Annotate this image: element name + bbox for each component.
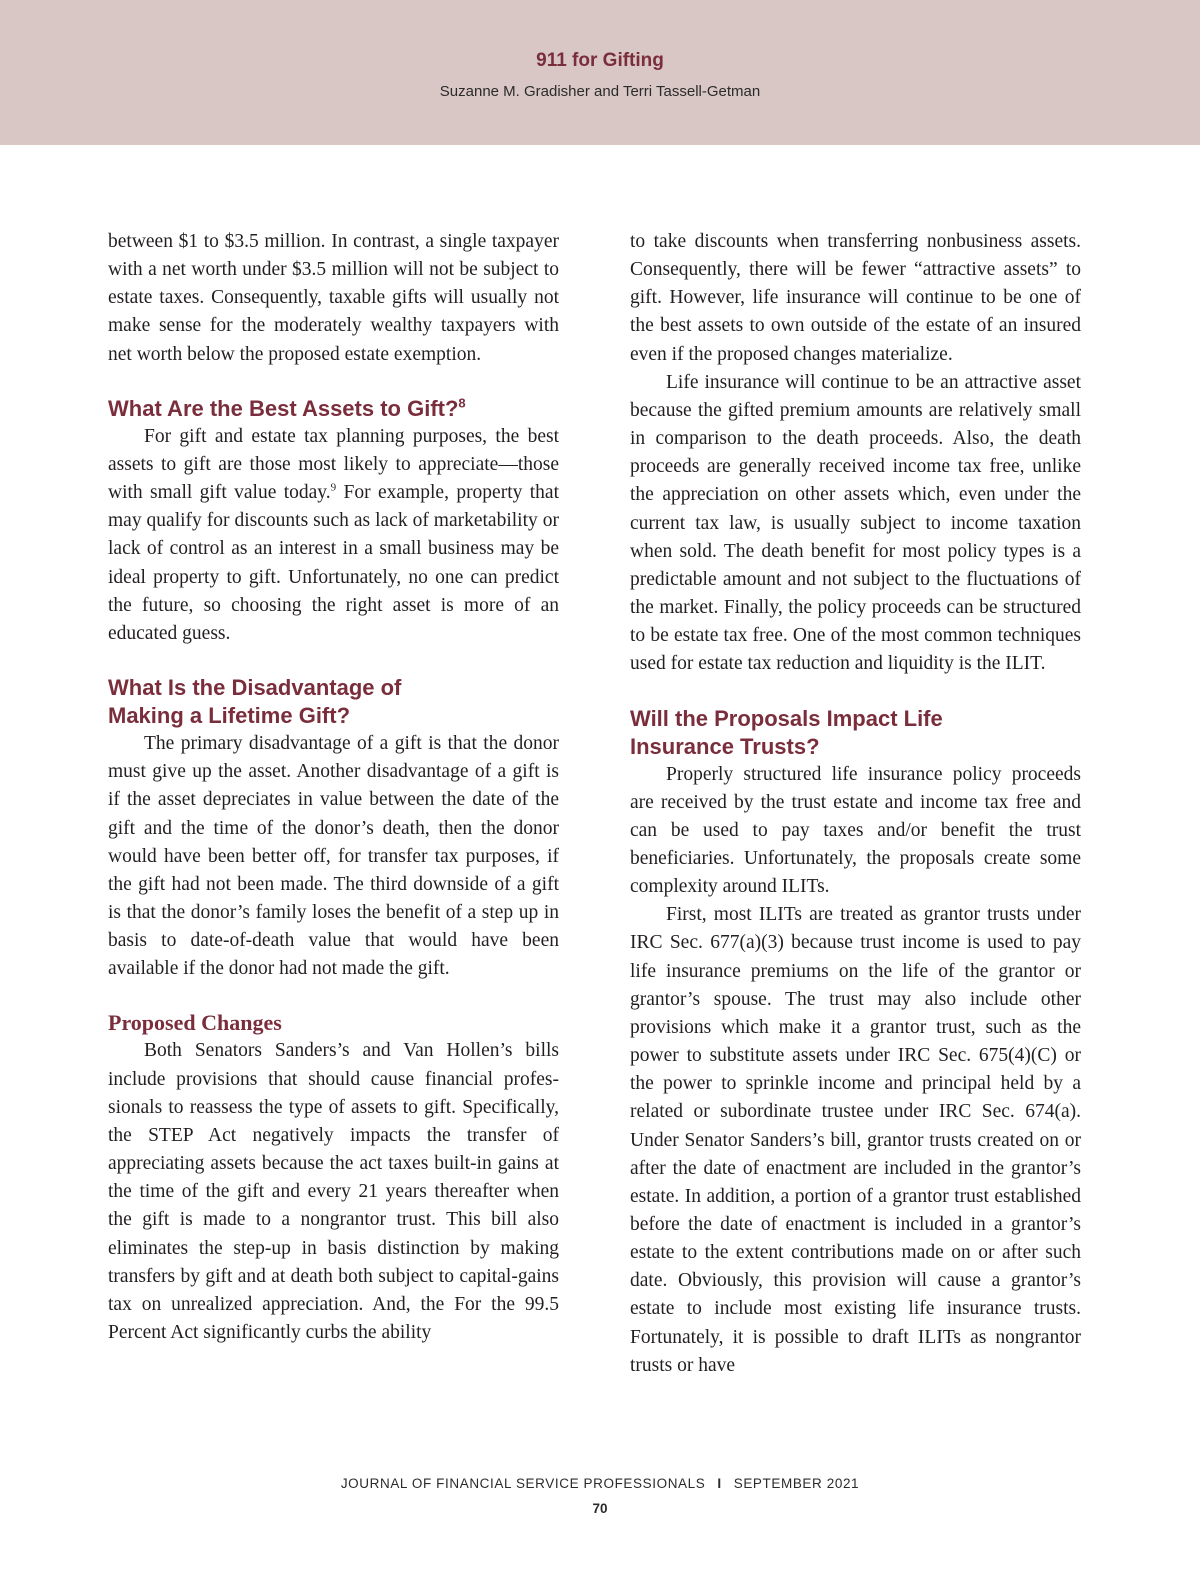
trusts-paragraph-1: Properly structured life insurance policy proceeds are received by the trust estate and income tax free and can be used to pay taxes and/or benefit the trust beneficiaries. Unfortunately, the proposals create some complexity around ILITs. xyxy=(630,763,1081,898)
footer-journal-line xyxy=(0,1476,1200,1491)
best-assets-text-part2: For example, property that may qualify for discounts such as lack of marketability or lack of control as an interest in a small business may be ideal property to gift. Unfortunately, no one can predict the future, so choosing the right asset is more of an educated guess. xyxy=(108,482,559,644)
continuation-paragraph: to take discounts when transferring nonbusiness assets. Consequently, there will be fewer “attractive assets” to gift. However, life insurance will continue to be one of the best assets to own outside of the estate of an insured even if the proposed changes materialize. xyxy=(630,231,1081,365)
right-column xyxy=(630,228,1081,1380)
intro-paragraph: between $1 to $3.5 million. In contrast, a single taxpayer with a net worth under $3.5 million will not be subject to estate taxes. Consequently, taxable gifts will usually not make sense for the moderately wealthy taxpayers with net worth below the proposed estate exemption. xyxy=(108,231,559,365)
best-assets-paragraph xyxy=(108,423,559,648)
footer-journal-name: JOURNAL OF FINANCIAL SERVICE PROFESSIONALS xyxy=(340,1476,706,1491)
heading-disadvantage xyxy=(108,674,559,730)
heading-trusts-line2: Insurance Trusts? xyxy=(630,733,820,759)
header-band xyxy=(0,0,1200,145)
heading-best-assets-text: What Are the Best Assets to Gift? xyxy=(108,395,459,421)
left-column xyxy=(108,228,559,1347)
heading-disadvantage-line1: What Is the Disadvantage of xyxy=(108,675,402,701)
running-authors: Suzanne M. Gradisher and Terri Tassell-Getman xyxy=(439,83,761,100)
trusts-paragraph-2: First, most ILITs are treated as grantor trusts under IRC Sec. 677(a)(3) because trust income is used to pay life insurance premiums on the life of the grantor or grantor’s spouse. The trust may also include other provisions which make it a grantor trust, such as the power to substitute assets under IRC Sec. 675(4)(C) or the power to sprinkle income and principal held by a related or subordinate trustee under IRC Sec. 674(a). Under Senator Sanders’s bill, grantor trusts created on or after the date of enactment are included in the grantor’s estate. In addition, a portion of a grantor trust established before the date of enactment is included in a grantor’s estate to the extent contributions made on or after such date. Obviously, this provision will cause a grantor’s estate to include most existing life insurance trusts. Fortunately, it is possible to draft ILITs as nongrantor trusts or have xyxy=(630,904,1081,1376)
heading-proposed-changes: Proposed Changes xyxy=(108,1010,282,1036)
footnote-ref-8: 8 xyxy=(458,395,466,411)
running-title: 911 for Gifting xyxy=(536,50,664,71)
proposed-changes-paragraph: Both Senators Sanders’s and Van Hollen’s bills include provisions that should cause financial professionals to reassess the type of assets to gift. Specifically, the STEP Act negatively impacts the transfer of appreciating assets because the act taxes built-in gains at the time of the gift and every 21 years thereafter when the gift is made to a nongrantor trust. This bill also eliminates the step-up in basis distinction by making transfers by gift and at death both subject to capital-gains tax on unrealized appreciation. And, the For the 99.5 Percent Act significantly curbs the ability xyxy=(108,1040,559,1343)
heading-best-assets xyxy=(108,395,559,423)
footer-separator: I xyxy=(717,1476,722,1491)
heading-disadvantage-line2: Making a Lifetime Gift? xyxy=(108,703,351,729)
life-insurance-paragraph: Life insurance will continue to be an attractive asset because the gifted premium amounts are relatively small in comparison to the death proceeds. Also, the death proceeds are generally received income tax free, unlike the appreciation on other assets which, even under the current tax law, is usually subject to income taxation when sold. The death benefit for most policy types is a predictable amount and not subject to the fluctuations of the market. Finally, the policy proceeds can be structured to be estate tax free. One of the most common techniques used for estate tax reduction and liquidity is the ILIT. xyxy=(630,371,1081,675)
best-assets-text-part1: For gift and estate tax planning purposes, the best assets to gift are those most likely to appreciate—those with small gift value today. xyxy=(108,425,559,504)
footnote-ref-9: 9 xyxy=(330,481,337,494)
footer-issue-date: SEPTEMBER 2021 xyxy=(733,1476,860,1491)
page-number: 70 xyxy=(592,1501,608,1516)
heading-trusts xyxy=(630,705,1081,761)
disadvantage-paragraph: The primary disadvantage of a gift is that the donor must give up the asset. Another disadvantage of a gift is if the asset depreciates in value between the date of the gift and the time of the donor’s death, then the donor would have been better off, for transfer tax purposes, if the gift had not been made. The third downside of a gift is that the donor’s family loses the benefit of a step up in basis to date-of-death value that would have been available if the donor had not made the gift. xyxy=(108,733,559,980)
heading-trusts-line1: Will the Proposals Impact Life xyxy=(630,705,943,731)
